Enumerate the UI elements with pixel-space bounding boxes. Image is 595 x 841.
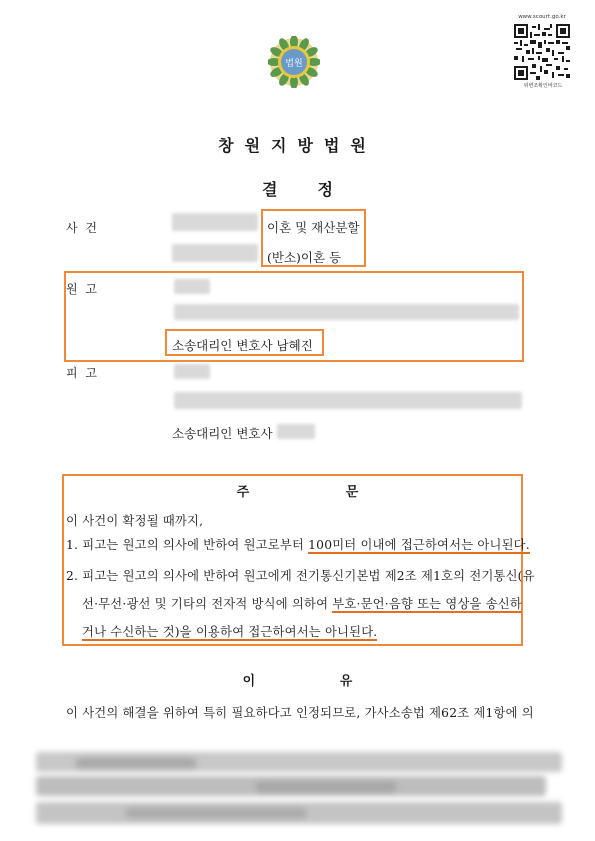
redacted-plaintiff-address: [174, 304, 519, 320]
qr-caption: 위변조확인바코드: [523, 83, 563, 89]
court-name: 창원지방법원: [218, 136, 377, 155]
order-item-2-line1: 2. 피고는 원고의 의사에 반하여 원고에게 전기통신기본법 제2조 제1호의 전기통신(유: [66, 569, 535, 583]
redacted-defendant-agent: [277, 424, 315, 439]
court-seal-icon: [268, 36, 320, 88]
qr-url: www.scourt.go.kr: [518, 14, 566, 20]
order-item-1: [66, 535, 530, 553]
redacted-case-number: [172, 213, 258, 231]
order-item-2-underlined-2: 거나 수신하는 것)을 이용하여 접근하여서는 아니된다.: [82, 625, 378, 639]
reason-heading: 이 유: [242, 674, 393, 689]
defendant-label: 피 고: [66, 366, 99, 380]
case-title-line1: 이혼 및 재산분할: [267, 220, 360, 235]
order-item-1-text: 1. 피고는 원고의 의사에 반하여 원고로부터: [66, 538, 309, 552]
plaintiff-agent: 소송대리인 변호사 남혜진: [172, 338, 313, 353]
qr-code-icon: [514, 24, 570, 80]
order-item-2-underlined-1: 부호·문언·음향 또는 영상을 송신하: [332, 597, 522, 611]
redacted-defendant-address: [174, 392, 522, 409]
case-label: 사 건: [66, 221, 99, 235]
order-intro: 이 사건이 확정될 때까지,: [66, 514, 204, 528]
order-item-2-line2-text: 선·무선·광선 및 기타의 전자적 방식에 의하여: [82, 597, 333, 611]
order-item-2-line3: [82, 622, 377, 640]
case-title-line2: (반소)이혼 등: [267, 250, 342, 265]
document-type: 결정: [262, 180, 373, 199]
redacted-case-number-2: [172, 244, 258, 262]
seal-label: 법원: [285, 59, 303, 69]
redacted-defendant-name: [174, 364, 210, 379]
plaintiff-label: 원 고: [66, 282, 99, 296]
reason-line-1: 이 사건의 해결을 위하여 특히 필요하다고 인정되므로, 가사소송법 제62조 제1항에 의: [66, 706, 534, 720]
defendant-agent: 소송대리인 변호사: [172, 426, 273, 441]
order-heading: 주 문: [236, 485, 405, 500]
order-item-1-underlined: 100미터 이내에 접근하여서는 아니된다.: [308, 538, 530, 552]
order-item-2-line2: [82, 594, 522, 612]
redacted-plaintiff-name: [174, 279, 210, 294]
redacted-reason-body: [36, 748, 562, 832]
